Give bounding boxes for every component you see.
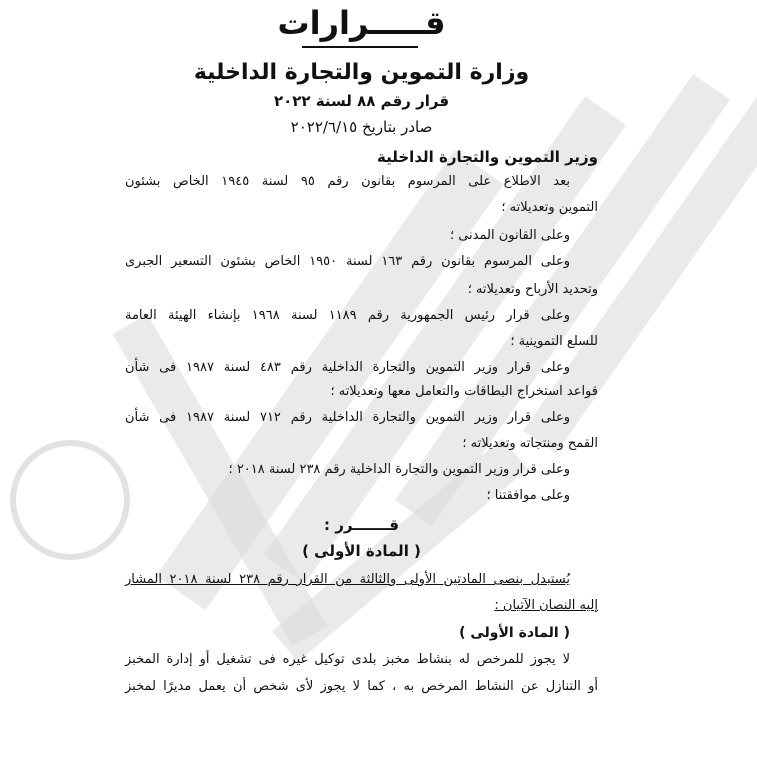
preamble-line: القمح ومنتجاته وتعديلاته ؛ bbox=[462, 436, 598, 451]
preamble-line: وعلى قرار رئيس الجمهورية رقم ١١٨٩ لسنة ١٩٦٨ بإنشاء الهيئة العامة bbox=[125, 308, 570, 323]
preamble-line: وعلى قرار وزير التموين والتجارة الداخلية رقم ٢٣٨ لسنة ٢٠١٨ ؛ bbox=[228, 462, 570, 477]
preamble-line: بعد الاطلاع على المرسوم بقانون رقم ٩٥ لسنة ١٩٤٥ الخاص بشئون bbox=[125, 174, 571, 189]
preamble-line: وعلى قرار وزير التموين والتجارة الداخلية رقم ٤٨٣ لسنة ١٩٨٧ فى شأن bbox=[125, 360, 571, 375]
inner-article-line: أو التنازل عن النشاط المرخص به ، كما لا يجوز لأى شخص أن يعمل مديرًا لمخبز bbox=[125, 679, 598, 694]
preamble-line: وتحديد الأرباح وتعديلاته ؛ bbox=[467, 282, 598, 297]
preamble-line: وعلى المرسوم بقانون رقم ١٦٣ لسنة ١٩٥٠ الخاص بشئون التسعير الجبرى bbox=[125, 254, 570, 269]
issue-date: صادر بتاريخ ٢٠٢٢/٦/١٥ bbox=[290, 118, 433, 136]
preamble-line: وعلى موافقتنا ؛ bbox=[486, 488, 570, 503]
preamble-line: التموين وتعديلاته ؛ bbox=[501, 200, 598, 215]
inner-article-line: لا يجوز للمرخص له بنشاط مخبز بلدى توكيل غيره فى تشغيل أو إدارة المخبز bbox=[125, 652, 570, 667]
article-1-heading: ( المادة الأولى ) bbox=[302, 542, 421, 560]
title-underline bbox=[302, 46, 418, 48]
decides-heading: قـــــــرر : bbox=[324, 516, 399, 534]
article-1-line: يُستبدل بنصى المادتين الأولى والثالثة من القرار رقم ٢٣٨ لسنة ٢٠١٨ المشار bbox=[125, 572, 571, 587]
inner-article-heading: ( المادة الأولى ) bbox=[459, 625, 570, 641]
preamble-line: وعلى قرار وزير التموين والتجارة الداخلية رقم ٧١٢ لسنة ١٩٨٧ فى شأن bbox=[125, 410, 571, 425]
ministry-name: وزارة التموين والتجارة الداخلية bbox=[193, 60, 530, 85]
page-title: قـــــرارات bbox=[277, 4, 446, 42]
preamble-line: قواعد استخراج البطاقات والتعامل معها وتعديلاته ؛ bbox=[330, 384, 598, 399]
preamble-line: وعلى القانون المدنى ؛ bbox=[449, 228, 570, 243]
article-1-line: إليه النصان الآتيان : bbox=[494, 598, 598, 613]
decree-number: قرار رقم ٨٨ لسنة ٢٠٢٢ bbox=[273, 92, 450, 110]
minister-heading: وزير التموين والتجارة الداخلية bbox=[377, 148, 598, 166]
preamble-line: للسلع التموينية ؛ bbox=[510, 334, 598, 349]
